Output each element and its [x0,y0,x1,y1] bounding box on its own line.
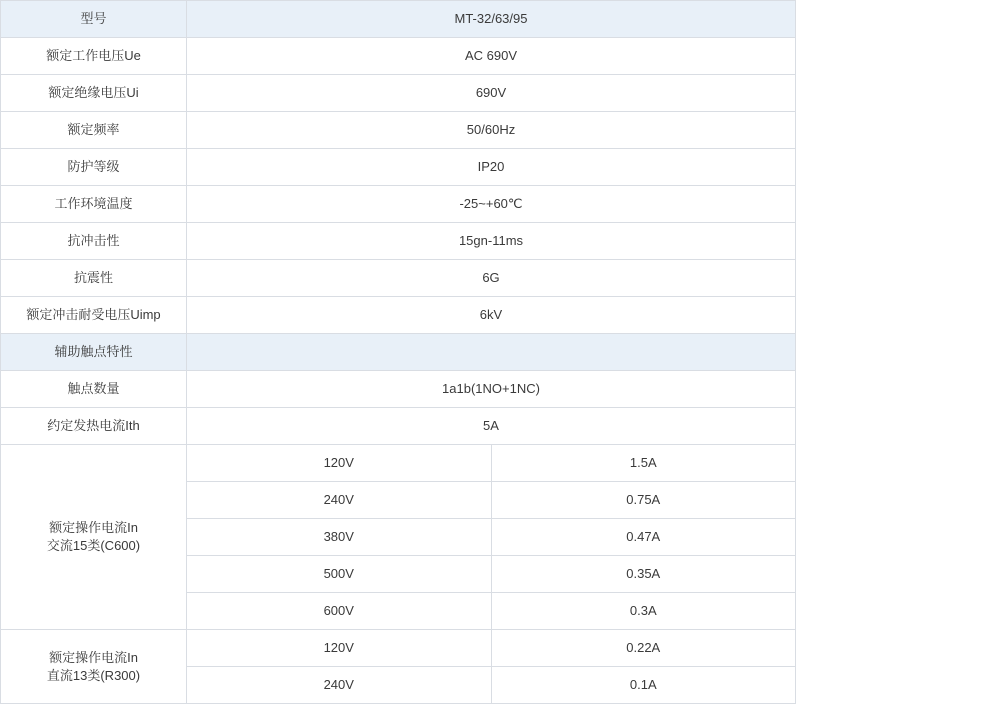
row-value: 6G [187,260,796,297]
ac-voltage: 600V [187,593,492,630]
table-row [1,223,796,260]
table-row [1,371,796,408]
table-row [1,38,796,75]
table-header-row [1,1,796,38]
table-row [1,297,796,334]
row-label: 工作环境温度 [1,186,187,223]
row-label: 触点数量 [1,371,187,408]
row-label: 额定工作电压Ue [1,38,187,75]
dc-group-label [1,630,187,704]
ac-voltage: 380V [187,519,492,556]
ac-current: 1.5A [491,445,796,482]
section-title: 辅助触点特性 [1,334,187,371]
row-label: 额定频率 [1,112,187,149]
row-value: IP20 [187,149,796,186]
row-value: -25~+60℃ [187,186,796,223]
row-label: 抗震性 [1,260,187,297]
section-header-row [1,334,796,371]
table-row [1,149,796,186]
ac-voltage: 500V [187,556,492,593]
table-row [1,630,796,667]
ac-current: 0.75A [491,482,796,519]
section-blank-cell [187,334,796,371]
header-label-cell: 型号 [1,1,187,38]
row-value: AC 690V [187,38,796,75]
table-row [1,75,796,112]
row-value: 50/60Hz [187,112,796,149]
dc-group-label-line2: 直流13类(R300) [46,667,141,683]
row-value: 1a1b(1NO+1NC) [187,371,796,408]
table-row [1,112,796,149]
ac-current: 0.47A [491,519,796,556]
table-body [1,1,796,704]
table-row [1,408,796,445]
row-label: 额定绝缘电压Ui [1,75,187,112]
ac-voltage: 240V [187,482,492,519]
row-label: 额定冲击耐受电压Uimp [1,297,187,334]
dc-current: 0.1A [491,667,796,704]
row-label: 抗冲击性 [1,223,187,260]
dc-voltage: 120V [187,630,492,667]
ac-group-label-line2: 交流15类(C600) [46,538,141,553]
ac-current: 0.35A [491,556,796,593]
row-label: 约定发热电流Ith [1,408,187,445]
ac-group-label [1,445,187,630]
row-value: 5A [187,408,796,445]
dc-group-label-line1: 额定操作电流In [49,649,138,665]
table-row [1,445,796,482]
ac-voltage: 120V [187,445,492,482]
dc-current: 0.22A [491,630,796,667]
table-row [1,186,796,223]
row-value: 690V [187,75,796,112]
row-value: 15gn-11ms [187,223,796,260]
ac-group-label-line1: 额定操作电流In [49,520,138,536]
dc-voltage: 240V [187,667,492,704]
table-row [1,260,796,297]
row-value: 6kV [187,297,796,334]
ac-current: 0.3A [491,593,796,630]
row-label: 防护等级 [1,149,187,186]
header-model-cell: MT-32/63/95 [187,1,796,38]
